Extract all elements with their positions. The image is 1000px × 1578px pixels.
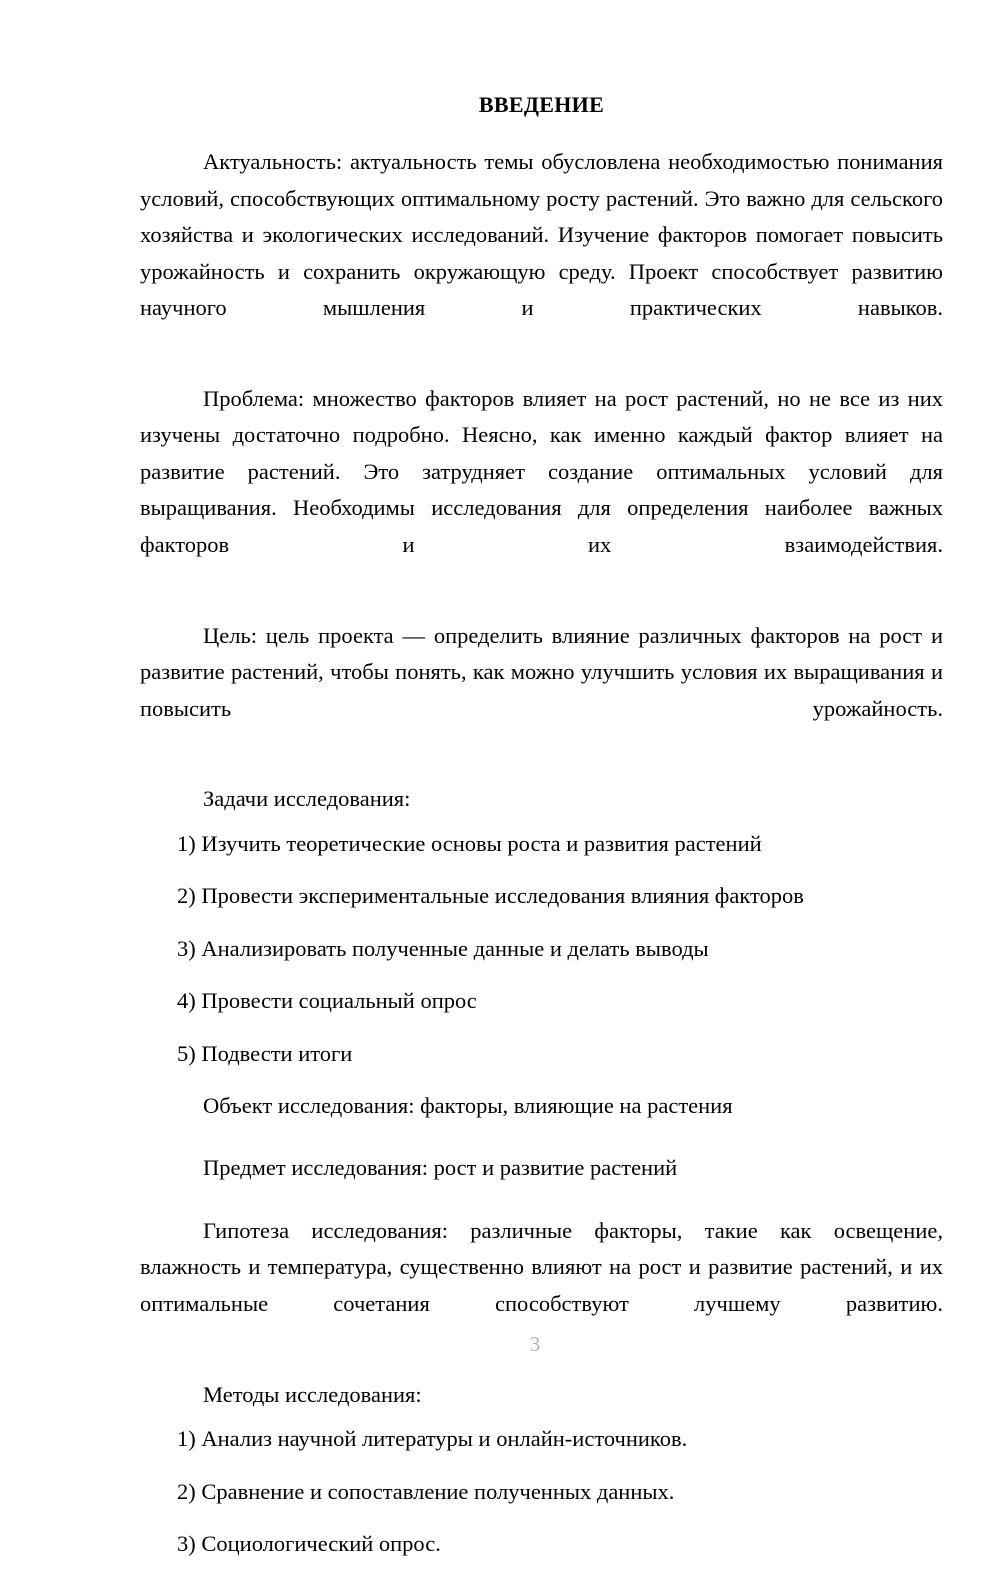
paragraph-relevance: Актуальность: актуальность темы обусловлена необходимостью понимания условий, способствующих оптимальному росту растений. Это важно для сельского хозяйства и экологических исследований. Изучение факторов помогает повысить урожайность и сохранить окружающую среду. Проект способствует развитию научного мышления и практических навыков. [140, 149, 943, 321]
page-number: 3 [529, 1332, 541, 1356]
list-item: 4) Провести социальный опрос [177, 988, 477, 1014]
subject-of-research: Предмет исследования: рост и развитие растений [203, 1155, 678, 1181]
spacer [140, 1195, 943, 1213]
paragraph-hypothesis: Гипотеза исследования: различные факторы, такие как освещение, влажность и температура, существенно влияют на рост и развитие растений, и их оптимальные сочетания способствуют лучшему развитию. [140, 1217, 943, 1316]
paragraph-problem: Проблема: множество факторов влияет на рост растений, но не все из них изучены достаточно подробно. Неясно, как именно каждый фактор влияет на развитие растений. Это затрудняет создание оптимальных условий для выращивания. Необходимы исследования для определения наиболее важных факторов и их взаимодействия. [140, 386, 943, 557]
list-item: 2) Сравнение и сопоставление полученных данных. [177, 1478, 675, 1504]
tasks-heading: Задачи исследования: [203, 786, 411, 812]
list-item: 5) Подвести итоги [177, 1040, 353, 1066]
list-item: 3) Анализировать полученные данные и делать выводы [177, 935, 709, 961]
list-item: 1) Изучить теоретические основы роста и развития растений [177, 830, 762, 856]
spacer [140, 608, 943, 618]
spacer [140, 771, 943, 781]
list-item: 3) Социологический опрос. [177, 1530, 441, 1556]
spacer [140, 1132, 943, 1150]
tasks-list [140, 826, 943, 1072]
page-title: ВВЕДЕНИЕ [478, 92, 605, 117]
object-of-research: Объект исследования: факторы, влияющие на растения [203, 1093, 733, 1119]
spacer [140, 371, 943, 381]
methods-list [140, 1421, 943, 1562]
list-item: 2) Провести экспериментальные исследования влияния факторов [177, 883, 804, 909]
list-item: 1) Анализ научной литературы и онлайн-источников. [177, 1426, 688, 1452]
spacer [140, 1367, 943, 1377]
paragraph-goal: Цель: цель проекта — определить влияние различных факторов на рост и развитие растений, чтобы понять, как можно улучшить условия их выращивания и повысить урожайность. [140, 622, 943, 721]
methods-heading: Методы исследования: [203, 1381, 422, 1407]
